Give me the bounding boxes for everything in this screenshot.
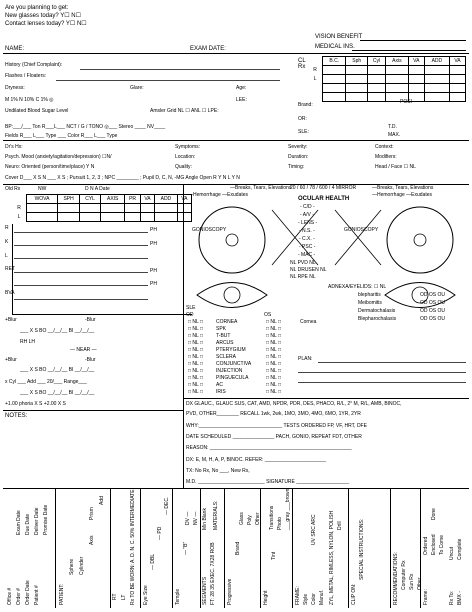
flashes-label: Flashes / Floaters: <box>5 73 47 79</box>
scheduled-row: DATE SCHEDULED _______________ PACH, GONIO, REPEAT FDT, OTHER <box>186 434 362 440</box>
blur-minus: -Blur <box>85 317 96 323</box>
frame-status: Frame: <box>423 589 429 605</box>
other-rec: Other <box>417 577 423 590</box>
severity-label: Severity: <box>288 144 308 150</box>
progressive: Progressive <box>227 578 233 605</box>
drill: Drill <box>337 521 343 530</box>
dx-e-row: DX: E, M, H, A, P, BINOC. REFER: ______________________ <box>186 457 326 463</box>
photo: Photo <box>277 516 283 530</box>
reason-row: REASON: ___________________________________________________ <box>186 445 352 451</box>
transitions: Transitions <box>269 505 275 530</box>
context-label: Context: <box>375 144 394 150</box>
materials: MATERIALS: <box>213 500 219 530</box>
dna-label: D N A Date <box>85 186 110 192</box>
gonioscopy-right: GONIOSCOPY <box>344 227 379 233</box>
old-rx-label: Old Rx <box>5 186 21 192</box>
od-os-ou-4[interactable]: OD OS OU <box>420 316 446 322</box>
max-label: MAX. <box>388 132 401 138</box>
dryness-label: Dryness: <box>5 85 25 91</box>
lee-label: LEE: <box>236 97 247 103</box>
k-label: K <box>5 239 9 245</box>
pvd-row[interactable]: NL PVD NL <box>290 260 316 266</box>
manuf: Manuf. <box>319 589 325 605</box>
brand-label: Brand: <box>298 102 313 108</box>
rpe-row[interactable]: NL RPE NL <box>290 274 316 280</box>
od-label: OD <box>186 312 194 318</box>
location-label: Location: <box>175 154 196 160</box>
notes-label: NOTES: <box>5 413 28 419</box>
xs-bo-bi-near: ___ X S BO __/__/__ BI __/__/__ <box>20 367 95 373</box>
neuro-label: Neuro: Oriented (person/time/place) Y N <box>5 164 95 170</box>
cylinder: Cylinder <box>79 556 85 575</box>
temple: Temple <box>175 588 181 605</box>
fields-row: Fields R___ L___ Type ___ Color R___ L___ Type <box>5 133 118 139</box>
why-row: WHY:______________________________ TESTS ORDERED FP, VF, HRT, DFE <box>186 423 367 429</box>
history-label: History (Chief Complaint): <box>5 62 63 68</box>
col-va2: VA <box>450 57 466 66</box>
bp-row: BP:___/___ Ton R___L___ NCT / G / TONO ◎___ Stereo ____ NV____ <box>5 124 166 130</box>
col-bc: B.C. <box>323 57 346 66</box>
sle-iris[interactable]: IRIS <box>216 389 226 395</box>
frame-label: FRAME: <box>295 586 301 605</box>
cl-rx-label: CL Rx <box>298 58 306 70</box>
sle-sclera[interactable]: SCLERA <box>216 354 237 360</box>
deliver-date: Deliver Date <box>34 507 40 535</box>
segments: SEGMENTS <box>202 576 208 605</box>
near-label: — NEAR — <box>70 347 97 353</box>
plan-label: PLAN: <box>298 356 313 362</box>
promise-date: Promise Date <box>43 504 49 535</box>
contact-lenses-question[interactable]: Contact lenses today? Y☐ N☐ <box>5 21 87 27</box>
blepharochalasis[interactable]: Blepharochalasis <box>358 316 397 322</box>
meibomitis[interactable]: Meibomitis <box>358 300 382 306</box>
exam-date-label: EXAM DATE: <box>190 46 226 52</box>
computer-rx: Computer Rx <box>401 560 407 590</box>
glare-label: Glare: <box>130 85 144 91</box>
sle-conjunctiva[interactable]: CONJUNCTIVA <box>216 361 252 367</box>
style: Style <box>303 593 309 605</box>
xs-bo-bi: ___ X S BO __/__/__ BI __/__/__ <box>20 328 95 334</box>
other-material: Other <box>255 512 261 525</box>
col-wova: WOVA <box>27 195 58 204</box>
ocular-health-title: OCULAR HEALTH <box>298 196 350 202</box>
to-come: To Come <box>439 534 445 555</box>
prism: Prism <box>89 507 95 520</box>
ph-r: PH <box>150 227 157 233</box>
dermatochalasis[interactable]: Dermatochalasis <box>358 308 396 314</box>
old-rx-table: WOVA SPH CYL AXIS PR VA ADD VA R L <box>12 194 192 222</box>
hemorrhage-note: —Hemorrhage —Exudates <box>188 192 249 198</box>
col-axis: AXIS <box>101 195 125 204</box>
age-label: Age: <box>236 85 247 91</box>
lens-ratios: 20 / 60 / 78 / 600 / 4 MIRROR <box>290 185 357 191</box>
patient-no: Patient # <box>34 585 40 605</box>
ph-l: PH <box>150 241 157 247</box>
row-l: L <box>313 76 317 82</box>
amsler-grid-label[interactable]: Amsler Grid NL ☐ ANL ☐ LPE: <box>150 108 219 114</box>
lens-label: - LENS - <box>298 220 318 226</box>
sle-injection[interactable]: INJECTION <box>216 368 243 374</box>
col-sph: Sph <box>346 57 368 66</box>
row-r: R <box>313 67 317 73</box>
dec: — DEC. <box>164 496 170 515</box>
blur-plus-near: +Blur <box>5 357 17 363</box>
col-va: VA <box>140 195 154 204</box>
posi-label: POSI <box>400 99 412 105</box>
enclosed: Enclosed <box>431 534 437 555</box>
drs-hx-label: Dr's Hx: <box>5 144 23 150</box>
color: Color <box>311 593 317 605</box>
td-label: T.D. <box>388 124 397 130</box>
due-date: Due Date <box>25 513 31 535</box>
complete: Complete <box>457 538 463 560</box>
col-cyl: CYL <box>80 195 101 204</box>
ft-options: FT: 28 35 EXEC. 7X28 ROB <box>210 542 216 605</box>
blepharitis[interactable]: blepharitis <box>358 292 381 298</box>
cd-label: - C/D - <box>300 204 315 210</box>
phoria-row: +1.00 phoria X S +2.00 X S <box>5 401 66 407</box>
done: Done <box>431 508 437 520</box>
md-row: M.D. ________________________ SIGNATURE ___________________ <box>186 479 350 485</box>
brand-order: Brand <box>235 541 241 555</box>
hemorrhage-note-r: —Hemorrhage —Exudates <box>372 192 433 198</box>
mac-label: - MAC - <box>298 252 316 258</box>
dx-row-1: DX GLAUC., GLAUC SUS, CAT, AMD, NPDR, PDR, DES, PHACO, R/L, 2° M, R/L, AMB, BINOC, <box>186 401 402 407</box>
col-cyl: Cyl <box>368 57 386 66</box>
ph-ret: PH <box>150 268 157 274</box>
min-blank: Min Blank <box>202 508 208 530</box>
sle-label: SLE: <box>298 129 309 135</box>
col-axis: Axis <box>386 57 409 66</box>
psc-label: - PSC - <box>299 244 316 250</box>
frame-material: ZYL, METAL, RIMLESS, NYLON, POLISH <box>329 510 335 605</box>
uv-src-arc: UV SRC ARC <box>311 514 317 545</box>
od-os-ou-2[interactable]: OD OS OU <box>420 300 446 306</box>
sun-rx: Sun Rx <box>409 573 415 590</box>
axis: Axis <box>89 535 95 545</box>
xs-bo-bi-3: ___ X S BO __/__/__ BI __/__/__ <box>20 390 95 396</box>
os-label: OS <box>264 312 272 318</box>
head-face-label[interactable]: Head / Face ☐ NL <box>375 164 416 170</box>
ns-label: - N.S. - <box>299 228 315 234</box>
od-os-ou-1[interactable]: OD OS OU <box>420 292 446 298</box>
col-add: ADD <box>424 57 449 66</box>
blur-minus-near: -Blur <box>85 357 96 363</box>
col-add: ADD <box>155 195 178 204</box>
symptoms-label: Symptoms: <box>175 144 201 150</box>
eye-size: Eye Size <box>143 585 149 605</box>
modifiers-label: Modifiers: <box>375 154 397 160</box>
exam-date-order: Exam Date <box>16 510 22 535</box>
bmx: BMX - <box>457 591 463 605</box>
dv: DV — <box>185 511 191 525</box>
rt-label: RT <box>112 593 118 600</box>
recommendations: RECOMMENDATIONS: <box>393 552 399 605</box>
pd: — PD <box>157 526 163 540</box>
gray-brown: ___gray ___brown <box>285 488 291 530</box>
ret-label: RET <box>5 266 15 272</box>
sle-ac[interactable]: AC <box>216 382 223 388</box>
vision-benefit-label: VISION BENEFIT <box>315 34 363 40</box>
tint: Tint <box>271 551 277 560</box>
medication-row: M 1% N 10% C 1% ◎ <box>5 97 54 103</box>
dx-row-2: PVD, OTHER________ RECALL 1wk, 2wk, 1MO, 3MO, 4MO, 6MO, 1YR, 2YR <box>186 411 361 417</box>
quality-label: Quality: <box>175 164 192 170</box>
cover-row: Cover D___ X S N ___ X S ; Pursuit 1, 2, 3 ; NPC ________ ; Pupil D, C, N, -MG Angle Open R Y N L Y N <box>5 175 240 181</box>
uncut: Uncut <box>449 546 455 560</box>
special-instructions: SPECIAL INSTRUCTIONS: <box>359 518 365 580</box>
ph-ret2: PH <box>150 281 157 287</box>
clip-on: CLIP ON: <box>351 583 357 605</box>
blood-sugar-label: Undilated Blood Sugar Level <box>5 108 69 114</box>
ordered: Ordered <box>423 536 429 555</box>
header-question: Are you planning to get: <box>5 5 69 11</box>
height: Height <box>263 590 269 605</box>
sle-pinguecula[interactable]: PINGUECULA <box>216 375 249 381</box>
medical-ins-label: MEDICAL INS. <box>315 44 355 50</box>
col-va: VA <box>408 57 424 66</box>
col-va2: VA <box>177 195 191 204</box>
sle-tbut[interactable]: T-BUT <box>216 333 231 339</box>
sle-spk[interactable]: SPK <box>216 326 227 332</box>
x-cyl-row: x Cyl ___ Add ___ 20/___ Range___ <box>5 379 87 385</box>
av-label: - A/V - <box>300 212 314 218</box>
psych-label[interactable]: Psych. Mood (anxiety/agitation/depression) ☐N/ <box>5 154 112 160</box>
sle-pterygium[interactable]: PTERYGIUM <box>216 347 246 353</box>
sle-cornea[interactable]: CORNEA <box>216 319 238 325</box>
rh-lh-label: RH LH <box>20 339 36 345</box>
gonioscopy-left: GONIOSCOPY <box>192 227 227 233</box>
rx-to: Rx To: <box>449 590 455 605</box>
office-no: Office # <box>7 587 13 605</box>
breaks-note-r: —Breaks, Tears, Elevations <box>372 185 434 191</box>
nv: NV — <box>193 511 199 525</box>
col-pr: PR <box>125 195 141 204</box>
dbl: — DBL <box>150 553 156 570</box>
add: Add <box>99 496 105 505</box>
new-glasses-question[interactable]: New glasses today? Y☐ N☐ <box>5 13 82 19</box>
cornea-label: Cornea <box>300 319 317 325</box>
patient-order: PATIENT: <box>59 583 65 605</box>
timing-label: Timing: <box>288 164 305 170</box>
sphere: Sphere <box>69 558 75 575</box>
b-measure: — "B" <box>183 541 189 555</box>
od-os-ou-3[interactable]: OD OS OU <box>420 308 446 314</box>
lt-label: LT <box>121 594 127 600</box>
cx-label: - C.X. - <box>299 236 315 242</box>
col-sph: SPH <box>58 195 80 204</box>
poly: Poly <box>247 515 253 525</box>
breaks-note: —Breaks, Tears, Elevations <box>230 185 292 191</box>
sle-title: SLE <box>186 305 196 311</box>
duration-label: Duration: <box>288 154 309 160</box>
bva-label: BVA <box>5 290 15 296</box>
or-label: OR: <box>298 116 307 122</box>
name-label: NAME: <box>5 46 25 52</box>
glass: Glass <box>239 512 245 525</box>
adnexa-label[interactable]: ADNEXA/EYELIDS: ☐ NL <box>328 284 387 290</box>
tx-row: TX: No Rx, No ___, New Rx, <box>186 468 250 474</box>
order-date: Order Date <box>25 580 31 605</box>
order-no: Order # <box>16 588 22 605</box>
nw-label: NW <box>38 186 47 192</box>
blur-plus: +Blur <box>5 317 17 323</box>
rx-worn: Rx TO BE WORN: A. D. N. C. 50% INTERMEDIATE <box>130 489 136 605</box>
sle-arcus[interactable]: ARCUS <box>216 340 234 346</box>
drusen-row[interactable]: NL DRUSEN NL <box>290 267 327 273</box>
